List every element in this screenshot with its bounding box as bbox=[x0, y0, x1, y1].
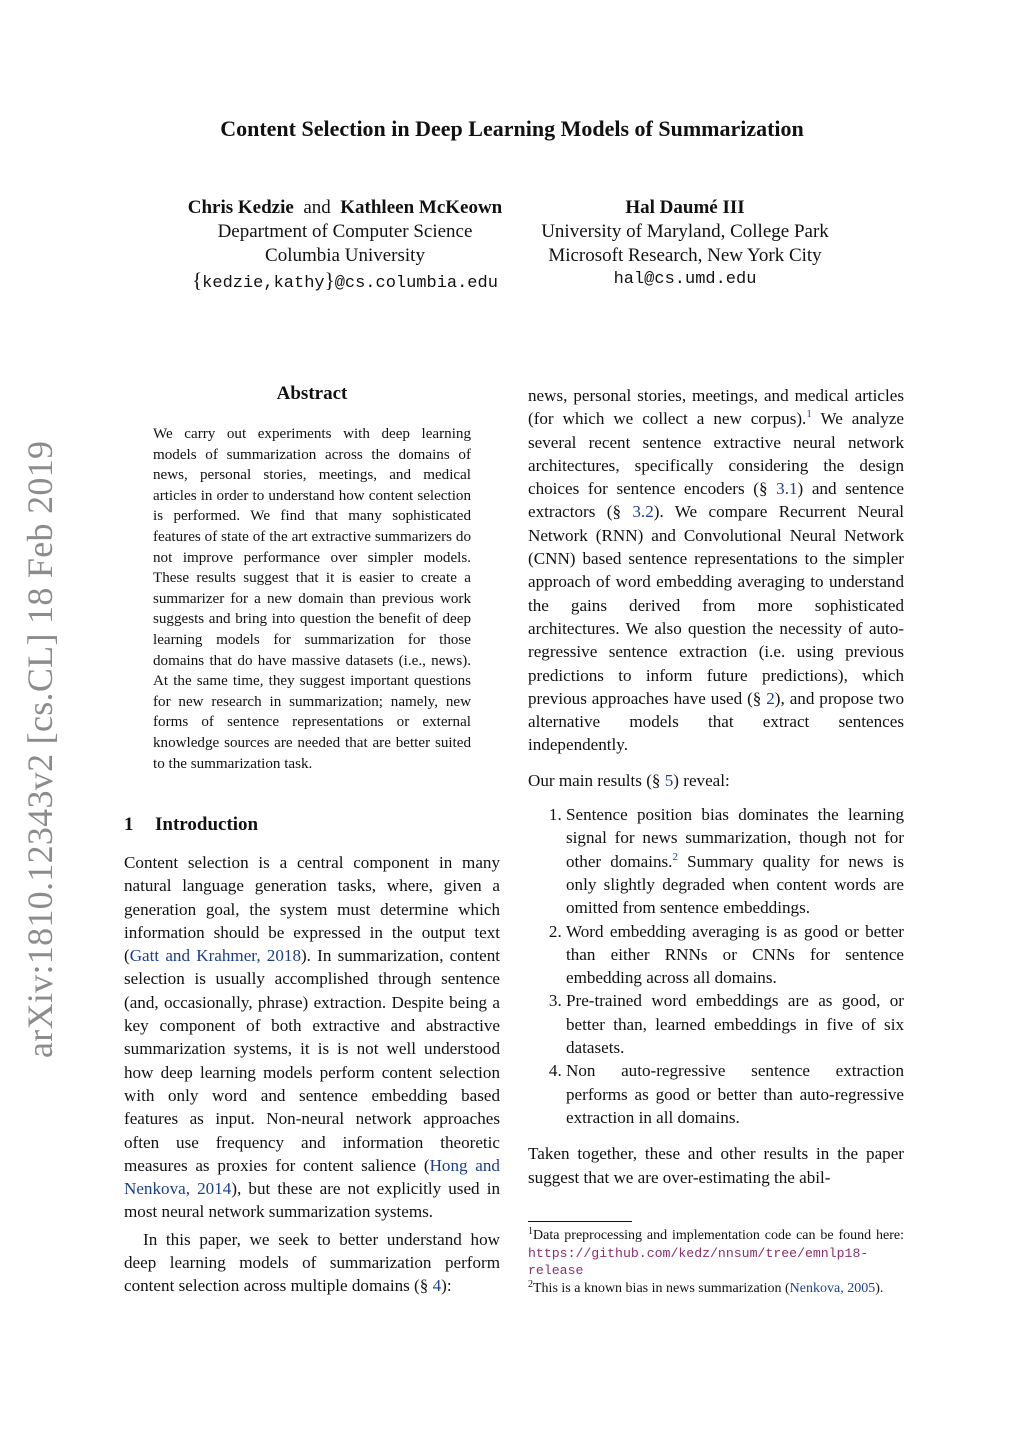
footnotes bbox=[528, 1227, 904, 1297]
footnote-divider bbox=[528, 1221, 632, 1222]
section-ref-link[interactable]: 3.1 bbox=[776, 479, 798, 499]
citation-link[interactable]: Hong and Nenkova, 2014 bbox=[124, 1155, 500, 1199]
author-department: Department of Computer Science bbox=[217, 221, 473, 242]
list-item: 1. Sentence position bias dominates the learning signal for news summarization, though not for other domains.$^2$ Summary quality for news is only slightly degraded when content words are omitted from sentence embeddings. bbox=[566, 803, 904, 919]
arxiv-identifier: arXiv:1810.12343v2 [cs.CL] 18 Feb 2019 bbox=[20, 440, 60, 1058]
intro-paragraph-2: In this paper, we seek to better understand how deep learning models of summarization perform content selection across multiple domains (§ 4): bbox=[124, 1229, 500, 1296]
author-name: Kathleen McKeown bbox=[340, 197, 503, 218]
list-item: 4. Non auto-regressive sentence extraction performs as good or better than auto-regressive extraction in all domains. bbox=[566, 1059, 904, 1129]
intro-paragraph-1: Content selection is a central component in many natural language generation tasks, where, given a generation goal, the system must determine which information should be expressed in the output text (Gatt and Krahmer, 2018). In summarization, content selection is usually accomplished through sentence (and, occasionally, phrase) extraction. Despite being a key component of both extractive and abstractive summarization systems, it is is not well understood how deep learning models perform content selection with only word and sentence embedding based features as input. Non-neural network approaches often use frequency and information theoretic measures as proxies for content salience (Hong and Nenkova, 2014), but these are not explicitly used in most neural network summarization systems. bbox=[124, 853, 501, 1222]
author-name: Hal Daumé III bbox=[625, 197, 745, 218]
footnote-marker[interactable]: 1 bbox=[806, 408, 812, 421]
author-block-columbia bbox=[160, 196, 530, 296]
section-heading-introduction bbox=[124, 814, 258, 836]
author-institution: Columbia University bbox=[265, 245, 425, 266]
code-url-link[interactable]: https://github.com/kedz/nnsum/tree/emnlp18-release bbox=[528, 1245, 869, 1279]
results-intro: Our main results (§ 5) reveal: bbox=[528, 770, 730, 790]
author-email: {kedzie,kathy}@cs.columbia.edu bbox=[192, 268, 498, 293]
citation-link[interactable]: Nenkova, 2005 bbox=[789, 1280, 876, 1296]
right-column-body bbox=[528, 384, 904, 1189]
abstract-text: We carry out experiments with deep learning models of summarization across the domains of news, personal stories, meetings, and medical articles in order to understand how content selection is performed. We find that many sophisticated features of state of the art extractive summarizers do not improve performance over simpler models. These results suggest that it is easier to create a summarizer for a new domain than previous work suggests and bring into question the benefit of deep learning models for summarization for those domains that do have massive datasets (i.e., news). At the same time, they suggest important questions for new research in summarization; namely, new forms of sentence representations or external knowledge sources are needed that are better suited to the summarization task. bbox=[153, 426, 471, 772]
intro-paragraph-3: news, personal stories, meetings, and medical articles (for which we collect a new corpus).$^1$ We analyze several recent sentence extractive neural network architectures, specifically considering the design choices for sentence encoders (§ 3.1) and sentence extractors (§ 3.2). We compare Recurrent Neural Network (RNN) and Convolutional Neural Network (CNN) based sentence representations to the simpler approach of word embedding averaging to understand the gains derived from more sophisticated architectures. We also question the necessity of auto-regressive sentence extraction (i.e. using previous predictions to inform future predictions), which previous approaches have used (§ 2), and propose two alternative models that extract sentences independently. bbox=[528, 386, 905, 755]
intro-paragraph-4: Taken together, these and other results in the paper suggest that we are over-estimating the abil- bbox=[528, 1144, 904, 1187]
paper-title: Content Selection in Deep Learning Models of Summarization bbox=[220, 116, 804, 141]
author-block-umd bbox=[520, 196, 850, 292]
author-email: hal@cs.umd.edu bbox=[613, 270, 757, 289]
section-number: 1 bbox=[124, 814, 134, 835]
section-ref-link[interactable]: 4 bbox=[432, 1276, 442, 1296]
section-ref-link[interactable]: 3.2 bbox=[632, 502, 654, 522]
section-ref-link[interactable]: 5 bbox=[664, 770, 674, 790]
citation-link[interactable]: Gatt and Krahmer, 2018 bbox=[129, 946, 301, 966]
section-title: Introduction bbox=[155, 814, 259, 835]
footnote-2: $^2$This is a known bias in news summarization (Nenkova, 2005). bbox=[528, 1278, 884, 1296]
email-domain: @cs.columbia.edu bbox=[334, 274, 498, 293]
footnote-marker[interactable]: 2 bbox=[672, 850, 678, 863]
author-names bbox=[160, 196, 530, 220]
section-ref-link[interactable]: 2 bbox=[766, 688, 775, 708]
author-conjunction: and bbox=[303, 197, 331, 218]
list-item: 2. Word embedding averaging is as good or better than either RNNs or CNNs for sentence embedding across all domains. bbox=[566, 920, 904, 990]
introduction-body bbox=[124, 851, 500, 1298]
footnote-1: $^1$Data preprocessing and implementation code can be found here: https://github.com/kedz/nnsum/tree/emnlp18-release bbox=[528, 1226, 904, 1279]
email-users: kedzie,kathy bbox=[202, 274, 325, 293]
results-list bbox=[528, 803, 904, 1129]
author-name: Chris Kedzie bbox=[187, 197, 294, 218]
author-lab: Microsoft Research, New York City bbox=[548, 245, 822, 266]
abstract-heading: Abstract bbox=[276, 383, 348, 404]
list-item: 3. Pre-trained word embeddings are as good, or better than, learned embeddings in five of six datasets. bbox=[566, 989, 904, 1059]
author-institution: University of Maryland, College Park bbox=[541, 221, 829, 242]
